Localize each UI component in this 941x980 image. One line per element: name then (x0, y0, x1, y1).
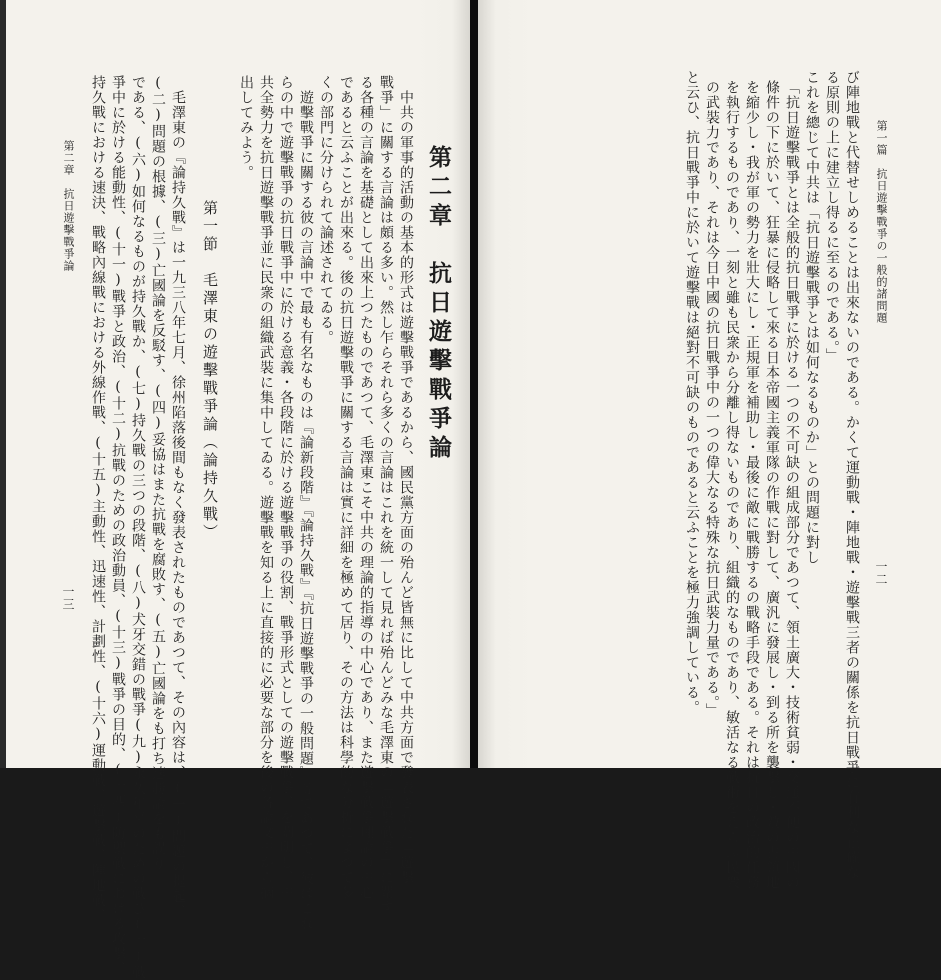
body-line: と云ひ、抗日戰爭中に於いて遊擊戰は絕對不可缺のものであると云ふことを極力強調している。 (684, 70, 700, 715)
chapter-line: くの部門に分けられて論述されてゐる。 (318, 75, 334, 345)
body-line: 「抗日遊擊戰爭とは全般的抗日戰爭に於ける一つの不可缺の組成部分であつて、領土廣大・技術貧弱・交通不便の中國の (784, 80, 800, 890)
chapter-line: 中共の軍事的活動の基本的形式は遊擊戰爭であるから、國民黨方面の殆んど皆無に比して中共方面で發表された「遊擊 (398, 90, 414, 885)
left-page (0, 0, 470, 980)
body-line: これを總じて中共は「抗日遊擊戰爭とは如何なるものか」との問題に對し (804, 70, 820, 565)
chapter-heading: 第二章 抗日遊擊戰爭論 (425, 145, 452, 464)
chapter-line: 共全勢力を抗日遊擊戰爭並に民衆の組織武裝に集中してゐる。遊擊戰を知る上に直接的に必要な部分を後の各論文中から摘 (258, 75, 274, 900)
chapter-line: 戰爭」に關する言論は頗る多い。然し乍らそれら多くの言論はこれを統一して見れば殆んどみな毛澤東の「遊擊戰爭」に關す (378, 75, 394, 915)
scan-edge (0, 0, 6, 768)
section-line: 爭中に於ける能動性、(十一)戰爭と政治、(十二)抗戰のための政治動員、(十三)戰爭の目的、(十四)防禦戰における攻擊、 (110, 75, 126, 976)
body-line: を執行するものであり、一刻と雖も民衆から分離し得ないものであり、組織的なものであり、敏活なる戰術をえらぶ民衆 (724, 80, 740, 890)
chapter-line: 出してみよう。 (238, 75, 254, 180)
chapter-line: であると云ふことが出來る。後の抗日遊擊戰爭に關する言論は實に詳細を極めて居り、その方法は科學的な分析によつて多 (338, 75, 354, 900)
body-line: る原則の上に建立し得るに至るのである。」 (824, 70, 840, 363)
page-number-right: 一二 (874, 560, 888, 586)
body-line: 條件の下に於いて、狂暴に侵略して來る日本帝國主義軍隊の作戰に對して、廣汎に發展し・到る所を襲擊し・敵の占領地 (764, 80, 780, 890)
section-line: (二)問題の根據、(三)亡國論を反駁す、(四)妥協はまた抗戰を腐敗す、(五)亡國論をも打ち速勝論をも誤り (150, 75, 166, 871)
running-foot: 第二章 抗日遊擊戰爭論 (62, 140, 75, 272)
body-line: の武裝力であり、それは今日中國の抗日戰爭中の一つの偉大なる特殊な抗日武裝力量である。」 (704, 80, 720, 718)
section-heading: 第一節 毛澤東の遊擊戰爭論（論持久戰） (201, 200, 219, 542)
body-line: を縮少し・我が軍の勢力を壯大にし・正規軍を補助し・最後に敵に戰勝するの戰略手段である。それは抗日の政治的任務 (744, 80, 760, 890)
running-head: 第一篇 抗日遊擊戰爭の一般的諸問題 (875, 120, 888, 324)
chapter-line: らの中で遊擊戰爭の抗日戰爭中に於ける意義・各段階に於ける遊擊戰爭の役割、戰爭形式としての遊擊戰爭、を闡明し、中 (278, 75, 294, 900)
chapter-line: る各種の言論を基礎として出來上つたものであつて、毛澤東こそ中共の理論的指導の中心であり、また遊擊戰爭理論の中心 (358, 75, 374, 900)
section-line: 持久戰における速決、戰略內線戰における外線作戰、(十五)主動性、迅速性、計劃性、(十六)運動戰、遊擊戰、陣地戰、 (90, 75, 106, 923)
book-gutter (470, 0, 478, 768)
section-line: 毛澤東の『論持久戰』は一九三八年七月、徐州陷落後間もなく發表されたものであつて、その內容は、(一)問題の提起、 (170, 90, 186, 919)
section-line: である、(六)如何なるものが持久戰か、(七)持久戰の三つの段階、(八)犬牙交錯の戰爭(九)永久和平のための戰ひ(十)戰 (130, 75, 146, 980)
chapter-line: 遊擊戰爭に關する彼の言論中で最も有名なものは『論新段階』『論持久戰』『抗日遊擊戰爭の一般問題』等であつて、彼はこれ (298, 90, 314, 931)
right-page (478, 0, 941, 890)
body-line: び陣地戰と代替せしめることは出來ないのである。かくて運動戰・陣地戰・遊擊戰三者の關係を抗日戰爭に有利な正確な (844, 70, 860, 880)
page-number-left: 一三 (61, 585, 75, 611)
